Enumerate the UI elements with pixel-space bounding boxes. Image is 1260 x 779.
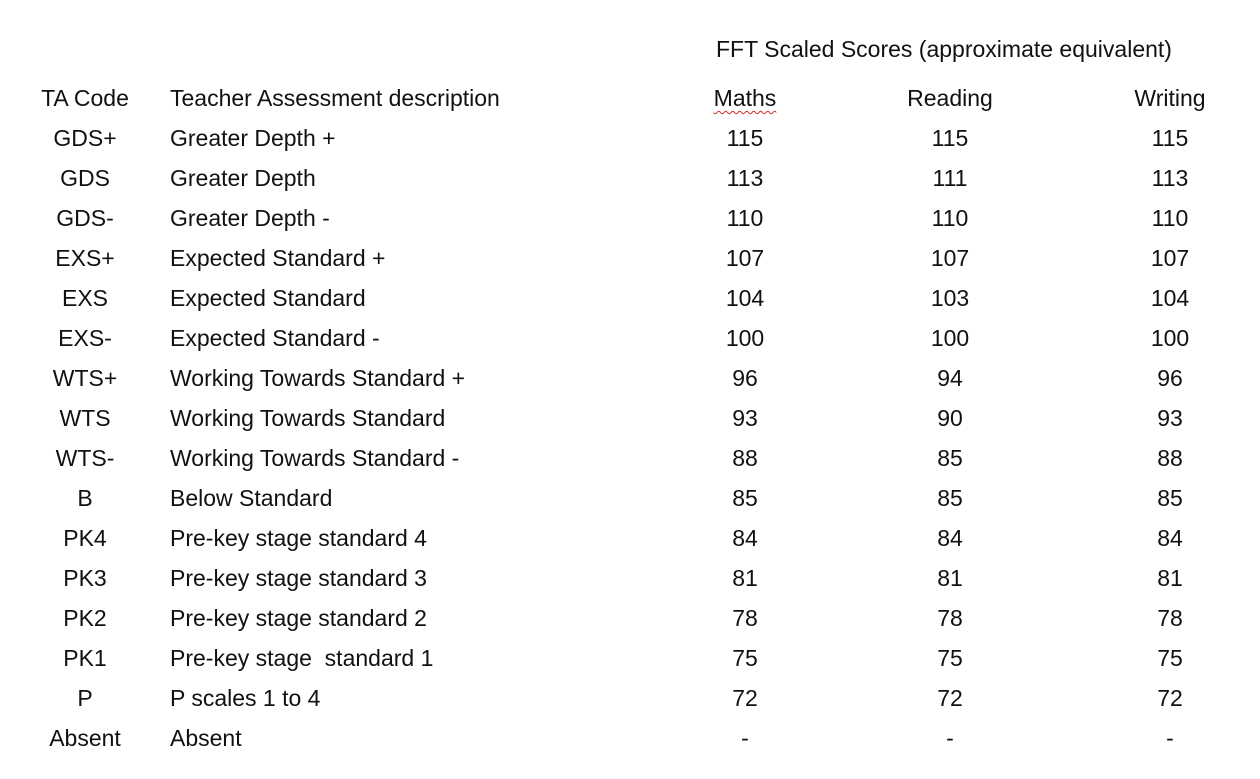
table-row — [0, 558, 1260, 598]
maths-score-cell: 93 — [732, 405, 758, 431]
reading-score-cell: - — [946, 725, 954, 751]
table-row — [0, 158, 1260, 198]
ta-code-cell: PK4 — [63, 525, 107, 551]
description-cell: Pre-key stage standard 3 — [170, 565, 427, 591]
maths-score-cell: - — [741, 725, 749, 751]
col-header-maths — [685, 78, 805, 118]
table-row — [0, 278, 1260, 318]
maths-score-cell: 84 — [732, 525, 758, 551]
col-header-maths-label: Maths — [713, 85, 777, 111]
ta-code-cell: EXS+ — [55, 245, 115, 271]
ta-code-cell: P — [77, 685, 93, 711]
table-row — [0, 318, 1260, 358]
maths-score-cell: 75 — [732, 645, 758, 671]
table-row — [0, 518, 1260, 558]
description-cell: Absent — [170, 725, 242, 751]
writing-score-cell: 85 — [1157, 485, 1183, 511]
reading-score-cell: 81 — [937, 565, 963, 591]
description-cell: Below Standard — [170, 485, 333, 511]
writing-score-cell: 81 — [1157, 565, 1183, 591]
writing-score-cell: 93 — [1157, 405, 1183, 431]
ta-code-cell: PK1 — [63, 645, 107, 671]
ta-code-cell: EXS — [61, 285, 109, 311]
table-row — [0, 118, 1260, 158]
col-header-reading: Reading — [907, 85, 993, 111]
writing-score-cell: 75 — [1157, 645, 1183, 671]
writing-score-cell: - — [1166, 725, 1174, 751]
reading-score-cell: 85 — [937, 445, 963, 471]
ta-code-cell: WTS — [59, 405, 111, 431]
scaled-scores-group-title: FFT Scaled Scores (approximate equivalent) — [716, 36, 1172, 62]
reading-score-cell: 72 — [937, 685, 963, 711]
description-cell: Working Towards Standard — [170, 405, 446, 431]
maths-score-cell: 88 — [732, 445, 758, 471]
maths-score-cell: 110 — [726, 205, 764, 231]
maths-score-cell: 78 — [732, 605, 758, 631]
description-cell: Pre-key stage standard 2 — [170, 605, 427, 631]
table-row — [0, 438, 1260, 478]
description-cell: Expected Standard + — [170, 245, 386, 271]
maths-score-cell: 85 — [732, 485, 758, 511]
table-row — [0, 198, 1260, 238]
writing-score-cell: 115 — [1151, 125, 1189, 151]
reading-score-cell: 84 — [937, 525, 963, 551]
ta-code-cell: GDS- — [56, 205, 114, 231]
description-cell: Greater Depth - — [170, 205, 330, 231]
writing-score-cell: 72 — [1157, 685, 1183, 711]
table-row — [0, 478, 1260, 518]
writing-score-cell: 104 — [1150, 285, 1190, 311]
ta-code-cell: WTS- — [55, 445, 115, 471]
description-cell: Working Towards Standard + — [170, 365, 466, 391]
table-row — [0, 398, 1260, 438]
ta-code-cell: GDS — [60, 165, 110, 191]
table-row — [0, 678, 1260, 718]
maths-score-cell: 100 — [725, 325, 765, 351]
ta-code-cell: EXS- — [58, 325, 112, 351]
reading-score-cell: 90 — [937, 405, 963, 431]
writing-score-cell: 113 — [1151, 165, 1189, 191]
maths-score-cell: 81 — [732, 565, 758, 591]
writing-score-cell: 107 — [1150, 245, 1190, 271]
maths-score-cell: 72 — [732, 685, 758, 711]
writing-score-cell: 88 — [1157, 445, 1183, 471]
description-cell: Pre-key stage standard 4 — [170, 525, 427, 551]
writing-score-cell: 96 — [1157, 365, 1183, 391]
reading-score-cell: 111 — [932, 165, 968, 191]
maths-score-cell: 113 — [726, 165, 764, 191]
description-cell: Greater Depth — [170, 165, 316, 191]
writing-score-cell: 78 — [1157, 605, 1183, 631]
reading-score-cell: 115 — [931, 125, 969, 151]
header-row — [0, 78, 1260, 118]
reading-score-cell: 94 — [937, 365, 963, 391]
maths-score-cell: 104 — [725, 285, 765, 311]
col-header-writing: Writing — [1134, 85, 1206, 111]
writing-score-cell: 84 — [1157, 525, 1183, 551]
description-cell: P scales 1 to 4 — [170, 685, 321, 711]
reading-score-cell: 107 — [930, 245, 970, 271]
ta-code-cell: Absent — [49, 725, 121, 751]
table-row — [0, 638, 1260, 678]
maths-score-cell: 115 — [726, 125, 764, 151]
description-cell: Working Towards Standard - — [170, 445, 460, 471]
reading-score-cell: 85 — [937, 485, 963, 511]
ta-code-cell: PK2 — [63, 605, 107, 631]
description-cell: Pre-key stage standard 1 — [170, 645, 434, 671]
col-header-ta-code: TA Code — [41, 85, 129, 111]
table-row — [0, 358, 1260, 398]
writing-score-cell: 100 — [1150, 325, 1190, 351]
reading-score-cell: 75 — [937, 645, 963, 671]
reading-score-cell: 100 — [930, 325, 970, 351]
table-row — [0, 238, 1260, 278]
table-row — [0, 718, 1260, 758]
maths-score-cell: 96 — [732, 365, 758, 391]
col-header-description: Teacher Assessment description — [170, 85, 500, 111]
reading-score-cell: 103 — [930, 285, 970, 311]
description-cell: Greater Depth + — [170, 125, 336, 151]
ta-code-cell: B — [77, 485, 93, 511]
description-cell: Expected Standard — [170, 285, 366, 311]
ta-code-cell: WTS+ — [52, 365, 118, 391]
writing-score-cell: 110 — [1151, 205, 1189, 231]
ta-code-cell: PK3 — [63, 565, 107, 591]
ta-code-cell: GDS+ — [53, 125, 117, 151]
maths-score-cell: 107 — [725, 245, 765, 271]
reading-score-cell: 78 — [937, 605, 963, 631]
table-row — [0, 598, 1260, 638]
reading-score-cell: 110 — [931, 205, 969, 231]
description-cell: Expected Standard - — [170, 325, 380, 351]
